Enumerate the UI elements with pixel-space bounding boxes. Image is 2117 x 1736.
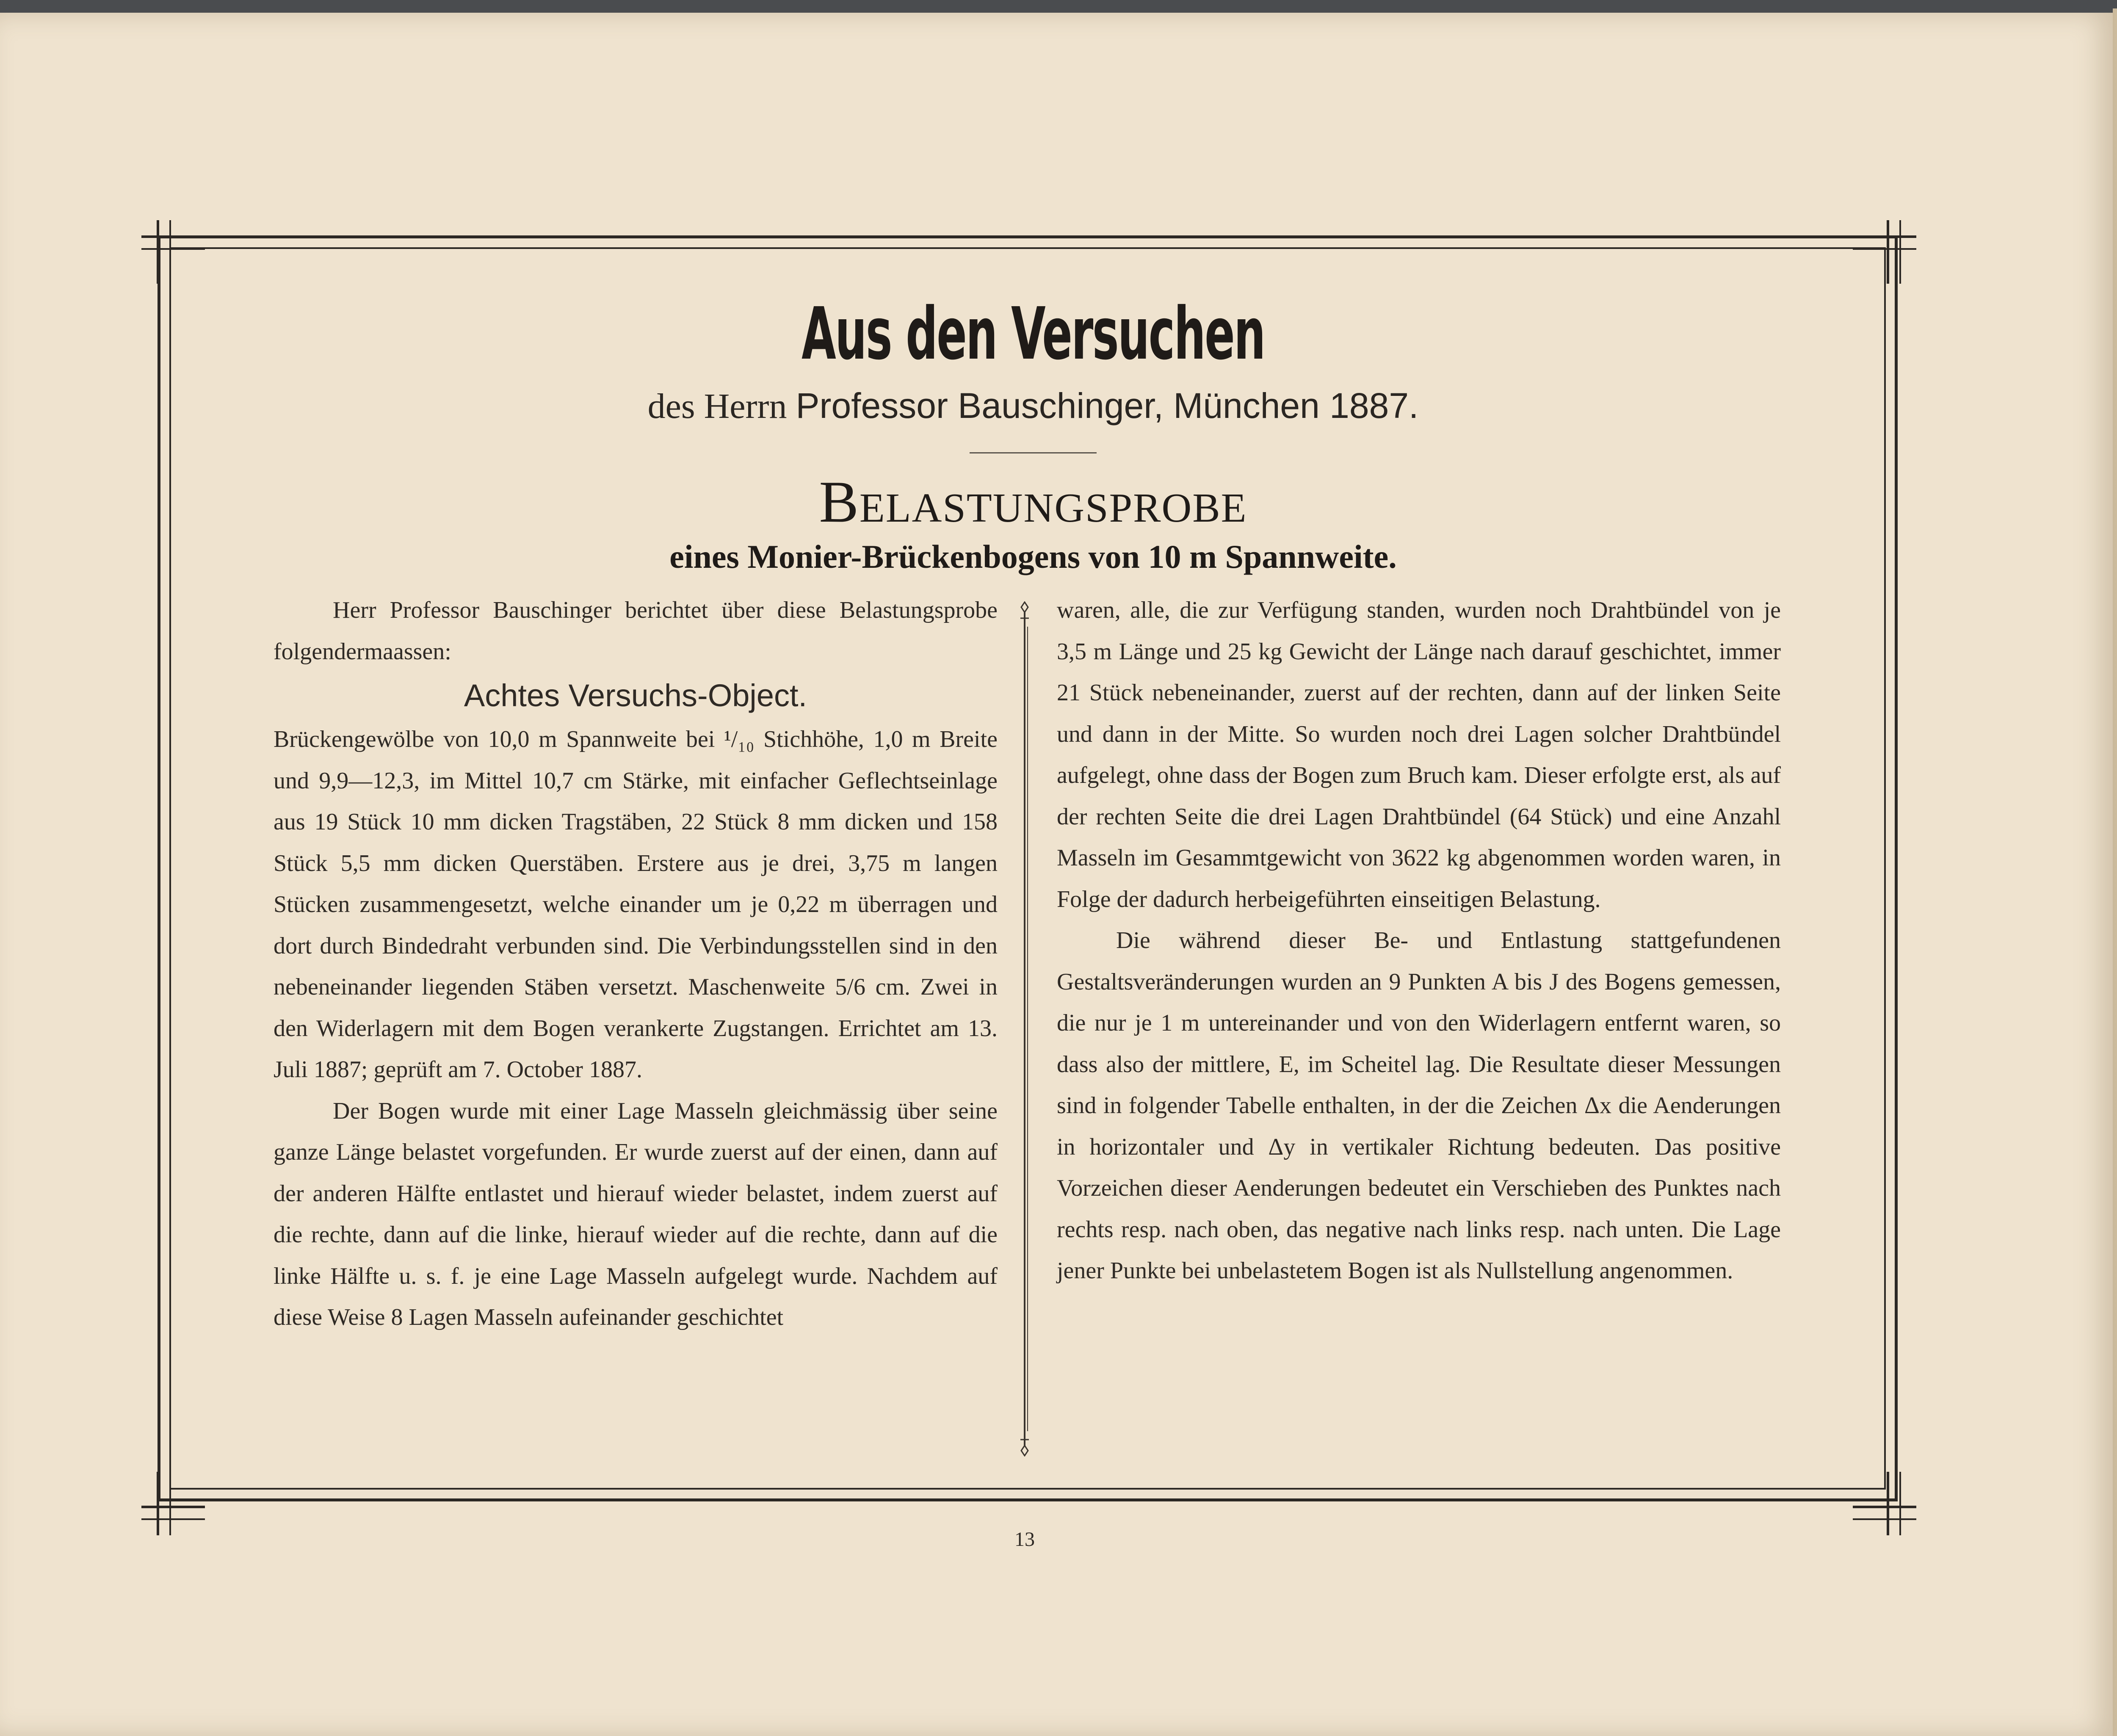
loading-procedure-paragraph: Der Bogen wurde mit einer Lage Masseln gleichmässig über seine ganze Länge belastet vorgefunden. Er wurde zuerst auf der einen, dann auf der anderen Hälfte entlastet und hierauf wieder belastet, indem zuerst auf die rechte, dann auf die linke, hierauf wieder auf die rechte, dann auf die linke Hälfte u. s. f. je eine Lage Masseln aufgelegt wurde. Nachdem auf diese Weise 8 Lagen Masseln aufeinander geschichtet bbox=[274, 1097, 998, 1330]
frame-corner-bottom-left bbox=[141, 1472, 205, 1535]
divider-bottom-ornament-icon bbox=[1019, 1431, 1031, 1457]
title-divider-rule bbox=[970, 452, 1097, 453]
section-subtitle: eines Monier-Brückenbogens von 10 m Spannweite. bbox=[669, 538, 1397, 575]
divider-top-ornament-icon bbox=[1019, 601, 1031, 627]
subtitle-main: Professor Bauschinger, München 1887. bbox=[796, 386, 1419, 426]
frame-corner-top-right bbox=[1853, 220, 1916, 284]
object-description-paragraph: Brückengewölbe von 10,0 m Spannweite bei ¹/₁₀ Stichhöhe, 1,0 m Breite und 9,9—12,3, im Mittel 10,7 cm Stärke, mit einfacher Geflechtseinlage aus 19 Stück 10 mm dicken Tragstäben, 22 Stück 8 mm dicken und 158 Stück 5,5 mm dicken Querstäben. Erstere aus je drei, 3,75 m langen Stücken zusammengesetzt, welche einander um je 0,22 m überragen und dort durch Bindedraht verbunden sind. Die Verbindungsstellen sind in den nebeneinander liegenden Stäben versetzt. Maschenweite 5/6 cm. Zwei in den Widerlagern mit dem Bogen verankerte Zugstangen. Errichtet am 13. Juli 1887; geprüft am 7. October 1887. bbox=[274, 726, 998, 1083]
page-subtitle bbox=[0, 385, 2066, 427]
frame-corner-bottom-right bbox=[1853, 1472, 1916, 1535]
right-text-column bbox=[1057, 590, 1781, 1292]
page-title: Aus den Versuchen bbox=[801, 292, 1265, 376]
loading-continuation-paragraph: waren, alle, die zur Verfügung standen, wurden noch Drahtbündel von je 3,5 m Länge und 25 kg Gewicht der Länge nach darauf geschichtet, immer 21 Stück nebeneinander, zuerst auf der rechten, dann auf der linken Seite und dann in der Mitte. So wurden noch drei Lagen solcher Drahtbündel aufgelegt, ohne dass der Bogen zum Bruch kam. Dieser erfolgte erst, als auf der rechten Seite die drei Lagen Drahtbündel (64 Stück) und eine Anzahl Masseln im Gesammtgewicht von 3622 kg abgenommen worden waren, in Folge der dadurch herbeigeführten einseitigen Belastung. bbox=[1057, 597, 1781, 912]
subtitle-prefix: des Herrn bbox=[647, 387, 787, 426]
frame-corner-top-left bbox=[141, 220, 205, 284]
section-title: Belastungsprobe bbox=[819, 469, 1247, 535]
book-top-edge bbox=[0, 0, 2117, 13]
page-number: 13 bbox=[1014, 1528, 1035, 1551]
column-divider-ornament bbox=[1017, 601, 1032, 1457]
object-heading: Achtes Versuchs-Object. bbox=[464, 678, 807, 713]
book-page-edges bbox=[2113, 8, 2117, 1736]
measurement-paragraph: Die während dieser Be- und Entlastung stattgefundenen Gestaltsveränderungen wurden an 9 Punkten A bis J des Bogens gemessen, die nur je 1 m untereinander und von den Widerlagern entfernt waren, so dass also der mittlere, E, im Scheitel lag. Die Resultate dieser Messungen sind in folgender Tabelle enthalten, in der die Zeichen Δx die Aenderungen in horizontaler und Δy in vertikaler Richtung bedeuten. Das positive Vorzeichen dieser Aenderungen bedeutet ein Verschieben des Punktes nach rechts resp. nach oben, das negative nach links resp. nach unten. Die Lage jener Punkte bei unbelastetem Bogen ist als Nullstellung angenommen. bbox=[1057, 927, 1781, 1284]
left-text-column bbox=[274, 590, 998, 1338]
intro-paragraph: Herr Professor Bauschinger berichtet über diese Belastungsprobe folgendermaassen: bbox=[274, 597, 998, 665]
